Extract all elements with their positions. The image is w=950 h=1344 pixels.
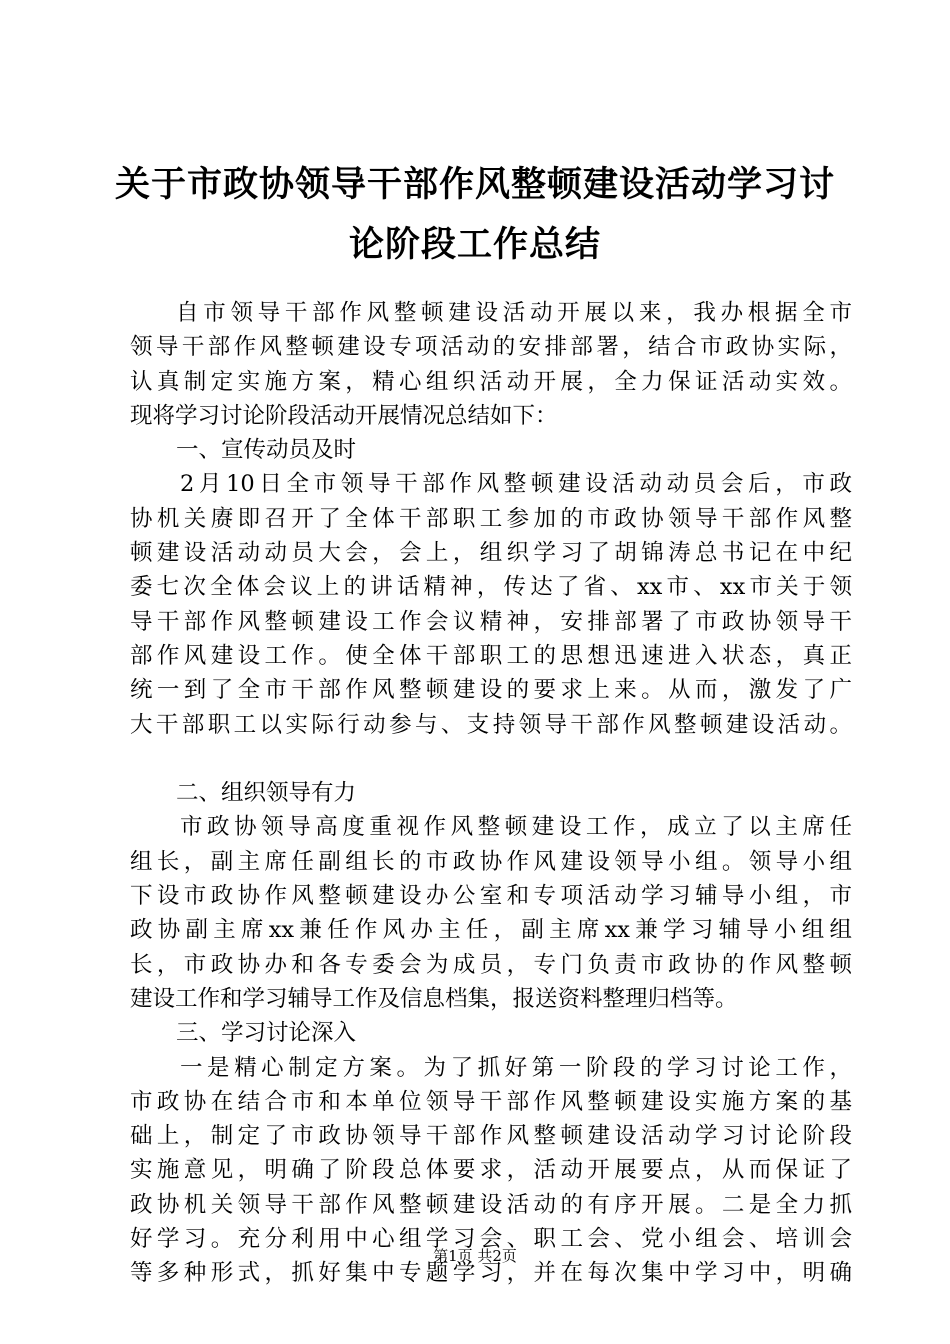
section-heading: 一、宣传动员及时 [176,437,357,464]
paragraph-line: 实施意见，明确了阶段总体要求，活动开展要点，从而保证了 [130,1157,852,1184]
paragraph-line: 2月10日全市领导干部作风整顿建设活动动员会后，市政 [180,471,852,498]
paragraph-line: 统一到了全市干部作风整顿建设的要求上来。从而，激发了广 [130,677,852,704]
paragraph-line: 认真制定实施方案，精心组织活动开展，全力保证活动实效。 [130,368,852,395]
document-title-line-1: 关于市政协领导干部作风整顿建设活动学习讨 [114,165,835,205]
blank-line [130,742,852,776]
paragraph-line: 领导干部作风整顿建设专项活动的安排部署，结合市政协实际， [130,334,852,361]
paragraph-line: 建设工作和学习辅导工作及信息档集，报送资料整理归档等。 [130,985,738,1012]
paragraph-line: 顿建设活动动员大会，会上，组织学习了胡锦涛总书记在中纪 [130,540,852,567]
paragraph-line: 市政协领导高度重视作风整顿建设工作，成立了以主席任 [180,814,852,841]
paragraph-line: 自市领导干部作风整顿建设活动开展以来，我办根据全市 [176,300,852,326]
paragraph-line: 政协机关领导干部作风整顿建设活动的有序开展。二是全力抓 [130,1191,852,1218]
section-heading: 二、组织领导有力 [176,780,357,807]
paragraph-line: 长，市政协办和各专委会为成员，专门负责市政协的作风整顿 [130,951,852,978]
paragraph-line: 组长，副主席任副组长的市政协作风建设领导小组。领导小组 [130,848,852,875]
paragraph-line: 部作风建设工作。使全体干部职工的思想迅速进入状态，真正 [130,642,852,669]
document-title-line-2: 论阶段工作总结 [348,225,601,265]
paragraph-line: 市政协在结合市和本单位领导干部作风整顿建设实施方案的基 [130,1088,852,1115]
paragraph-line: 大干部职工以实际行动参与、支持领导干部作风整顿建设活动。 [130,711,852,738]
paragraph-line: 好学习。充分利用中心组学习会、职工会、党小组会、培训会 [130,1226,852,1253]
document-body [130,296,852,1291]
paragraph-line: 委七次全体会议上的讲话精神，传达了省、xx市、xx市关于领 [130,574,852,601]
paragraph-line: 础上，制定了市政协领导干部作风整顿建设活动学习讨论阶段 [130,1123,852,1150]
paragraph-line: 等多种形式，抓好集中专题学习，并在每次集中学习中，明确 [130,1260,852,1287]
paragraph-line: 一是精心制定方案。为了抓好第一阶段的学习讨论工作， [180,1054,852,1081]
paragraph-line: 导干部作风整顿建设工作会议精神，安排部署了市政协领导干 [130,608,852,635]
page-number-footer: 第1页 共2页 [433,1247,517,1265]
section-heading: 三、学习讨论深入 [176,1020,357,1047]
paragraph-line: 现将学习讨论阶段活动开展情况总结如下： [130,402,558,429]
paragraph-line: 政协副主席xx兼任作风办主任，副主席xx兼学习辅导小组组 [130,917,852,944]
paragraph-line: 下设市政协作风整顿建设办公室和专项活动学习辅导小组，市 [130,883,852,910]
paragraph-line: 协机关赓即召开了全体干部职工参加的市政协领导干部作风整 [130,505,852,532]
